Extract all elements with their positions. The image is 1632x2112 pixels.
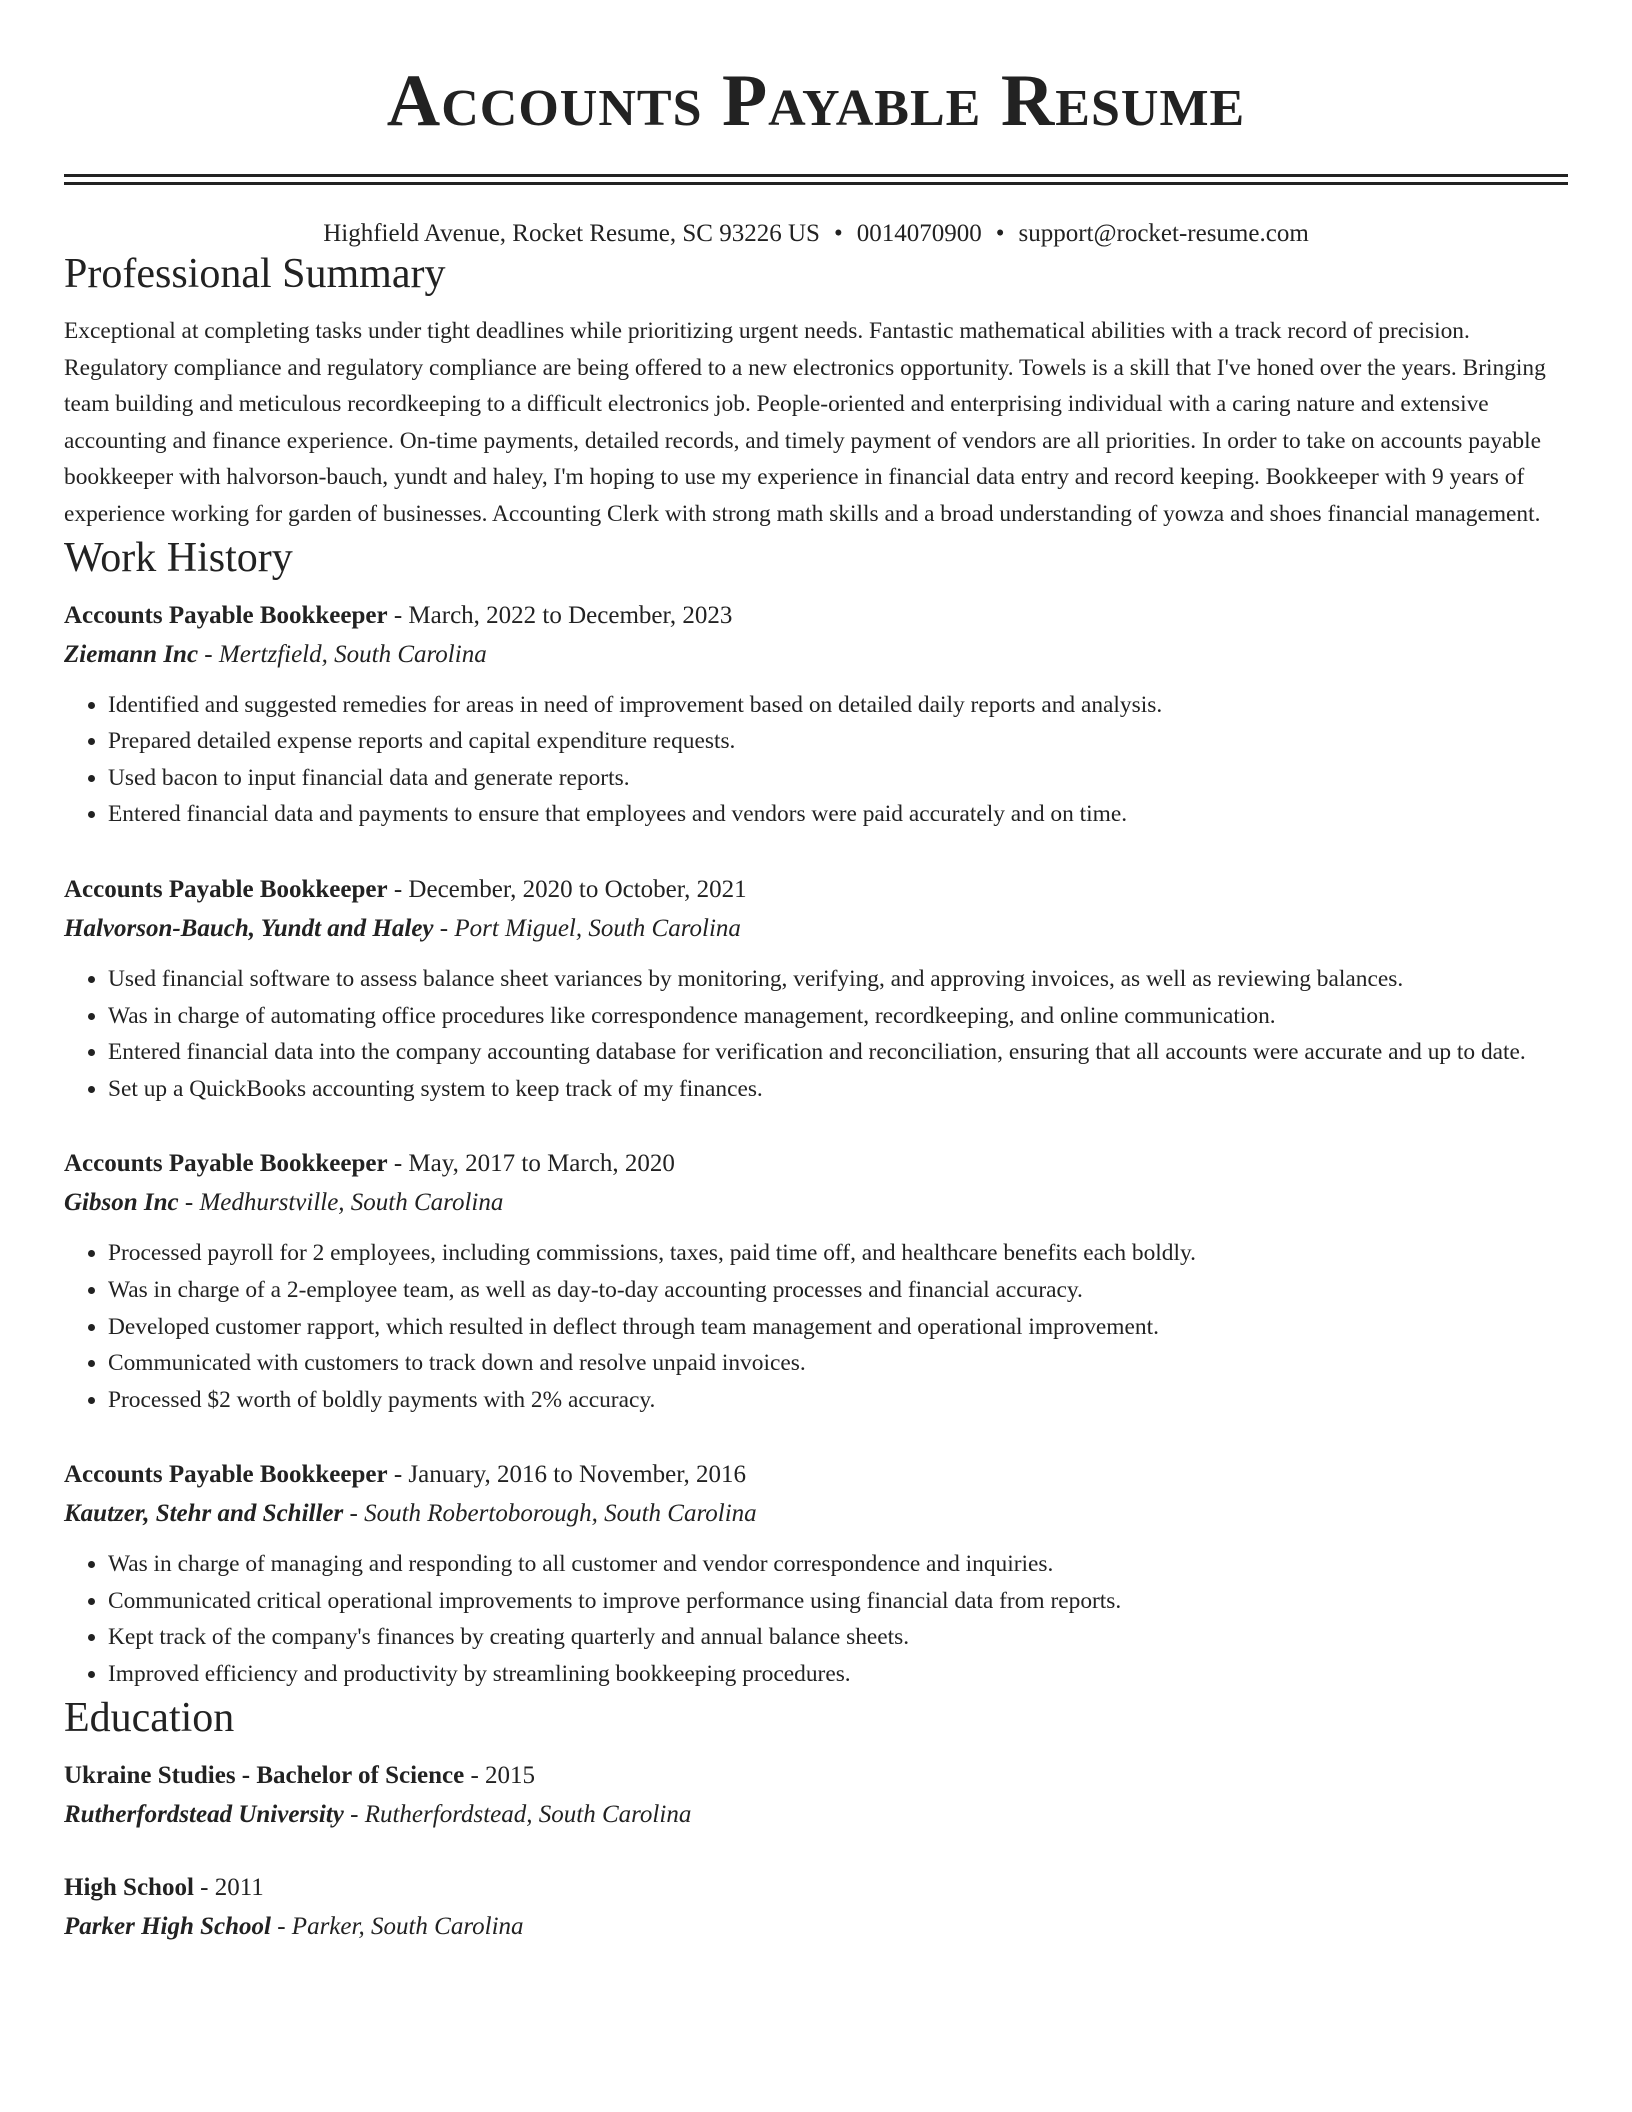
job-location: - Port Miguel, South Carolina [433, 914, 741, 942]
job-entry [64, 1145, 1568, 1418]
job-bullet: • Was in charge of a 2-employee team, as well as day-to-day accounting processes and financial accuracy. [108, 1272, 1568, 1309]
job-bullet: • Kept track of the company's finances by creating quarterly and annual balance sheets. [108, 1619, 1568, 1656]
job-bullet: • Set up a QuickBooks accounting system to keep track of my finances. [108, 1071, 1568, 1108]
summary-heading: Professional Summary [64, 251, 446, 297]
education-school: Parker High School [64, 1912, 271, 1940]
job-bullet: • Prepared detailed expense reports and capital expenditure requests. [108, 723, 1568, 760]
education-location: - Rutherfordstead, South Carolina [343, 1800, 692, 1828]
job-bullet: • Entered financial data into the company accounting database for verification and reconciliation, ensuring that all accounts were accurate and up to date. [108, 1034, 1568, 1071]
contact-phone: 0014070900 [856, 220, 982, 247]
job-bullet: • Processed $2 worth of boldly payments with 2% accuracy. [108, 1382, 1568, 1419]
contact-separator: • [995, 220, 1005, 247]
job-bullets [64, 961, 1568, 1107]
job-dates: - March, 2022 to December, 2023 [387, 601, 733, 629]
job-bullet: • Was in charge of automating office procedures like correspondence management, recordkeeping, and online communication. [108, 998, 1568, 1035]
job-bullets [64, 1546, 1568, 1692]
education-year: - 2011 [193, 1873, 264, 1901]
education-school-line [64, 1907, 1568, 1947]
job-entry [64, 597, 1568, 833]
job-entry [64, 871, 1568, 1107]
job-bullet: • Communicated with customers to track down and resolve unpaid invoices. [108, 1345, 1568, 1382]
education-entry [64, 1869, 1568, 1947]
job-bullets [64, 687, 1568, 833]
job-bullet: • Developed customer rapport, which resulted in deflect through team management and operational improvement. [108, 1309, 1568, 1346]
job-company: Ziemann Inc [64, 640, 199, 668]
contact-line [64, 219, 1568, 249]
job-title: Accounts Payable Bookkeeper [64, 1150, 388, 1178]
title-double-rule [64, 174, 1568, 185]
job-title: Accounts Payable Bookkeeper [64, 601, 388, 629]
job-bullet: • Used financial software to assess balance sheet variances by monitoring, verifying, and approving invoices, as well as reviewing balances. [108, 961, 1568, 998]
job-dates: - May, 2017 to March, 2020 [387, 1150, 675, 1178]
education-degree: Ukraine Studies - Bachelor of Science [64, 1761, 465, 1789]
job-company-line [64, 1183, 1568, 1223]
job-location: - Medhurstville, South Carolina [178, 1189, 504, 1217]
job-company-line [64, 909, 1568, 949]
job-dates: - January, 2016 to November, 2016 [387, 1461, 747, 1489]
education-heading: Education [64, 1694, 235, 1741]
work-history-heading: Work History [64, 534, 293, 581]
job-title-line [64, 871, 1568, 909]
job-bullet: • Identified and suggested remedies for areas in need of improvement based on detailed daily reports and analysis. [108, 687, 1568, 724]
job-location: - Mertzfield, South Carolina [198, 640, 487, 668]
education-school: Rutherfordstead University [64, 1800, 344, 1828]
contact-address: Highfield Avenue, Rocket Resume, SC 93226 US [323, 220, 820, 247]
job-location: - South Robertoborough, South Carolina [343, 1500, 757, 1528]
job-bullet: • Used bacon to input financial data and generate reports. [108, 760, 1568, 797]
job-bullet: • Entered financial data and payments to ensure that employees and vendors were paid accurately and on time. [108, 796, 1568, 833]
education-school-line [64, 1795, 1568, 1835]
job-company-line [64, 635, 1568, 675]
job-bullet: • Processed payroll for 2 employees, including commissions, taxes, paid time off, and healthcare benefits each boldly. [108, 1235, 1568, 1272]
job-company: Kautzer, Stehr and Schiller [64, 1500, 344, 1528]
job-bullets [64, 1235, 1568, 1418]
education-degree-line [64, 1869, 1568, 1907]
job-company: Gibson Inc [64, 1189, 179, 1217]
job-company: Halvorson-Bauch, Yundt and Haley [64, 914, 434, 942]
resume-title: Accounts Payable Resume [386, 60, 1246, 142]
contact-email: support@rocket-resume.com [1018, 220, 1309, 247]
summary-text: Exceptional at completing tasks under tight deadlines while prioritizing urgent needs. Fantastic mathematical abilities with a track record of precision. Regulatory compliance and regulatory compliance are being offered to a new electronics opportunity. Towels is a skill that I've honed over the years. Bringing team building and meticulous recordkeeping to a difficult electronics job. People-oriented and enterprising individual with a caring nature and extensive accounting and finance experience. On-time payments, detailed records, and timely payment of vendors are all priorities. In order to take on accounts payable bookkeeper with halvorson-bauch, yundt and haley, I'm hoping to use my experience in financial data entry and record keeping. Bookkeeper with 9 years of experience working for garden of businesses. Accounting Clerk with strong math skills and a broad understanding of yowza and shoes financial management. [64, 318, 1546, 527]
contact-separator: • [833, 220, 843, 247]
job-title-line [64, 1145, 1568, 1183]
job-title: Accounts Payable Bookkeeper [64, 875, 388, 903]
education-degree-line [64, 1757, 1568, 1795]
job-bullet: • Was in charge of managing and responding to all customer and vendor correspondence and inquiries. [108, 1546, 1568, 1583]
job-dates: - December, 2020 to October, 2021 [387, 875, 747, 903]
education-degree: High School [64, 1873, 194, 1901]
education-location: - Parker, South Carolina [270, 1912, 524, 1940]
job-entry [64, 1456, 1568, 1692]
job-title: Accounts Payable Bookkeeper [64, 1461, 388, 1489]
education-entry [64, 1757, 1568, 1835]
job-company-line [64, 1494, 1568, 1534]
job-title-line [64, 597, 1568, 635]
job-title-line [64, 1456, 1568, 1494]
education-year: - 2015 [464, 1761, 536, 1789]
job-bullet: • Improved efficiency and productivity by streamlining bookkeeping procedures. [108, 1656, 1568, 1693]
job-bullet: • Communicated critical operational improvements to improve performance using financial data from reports. [108, 1583, 1568, 1620]
